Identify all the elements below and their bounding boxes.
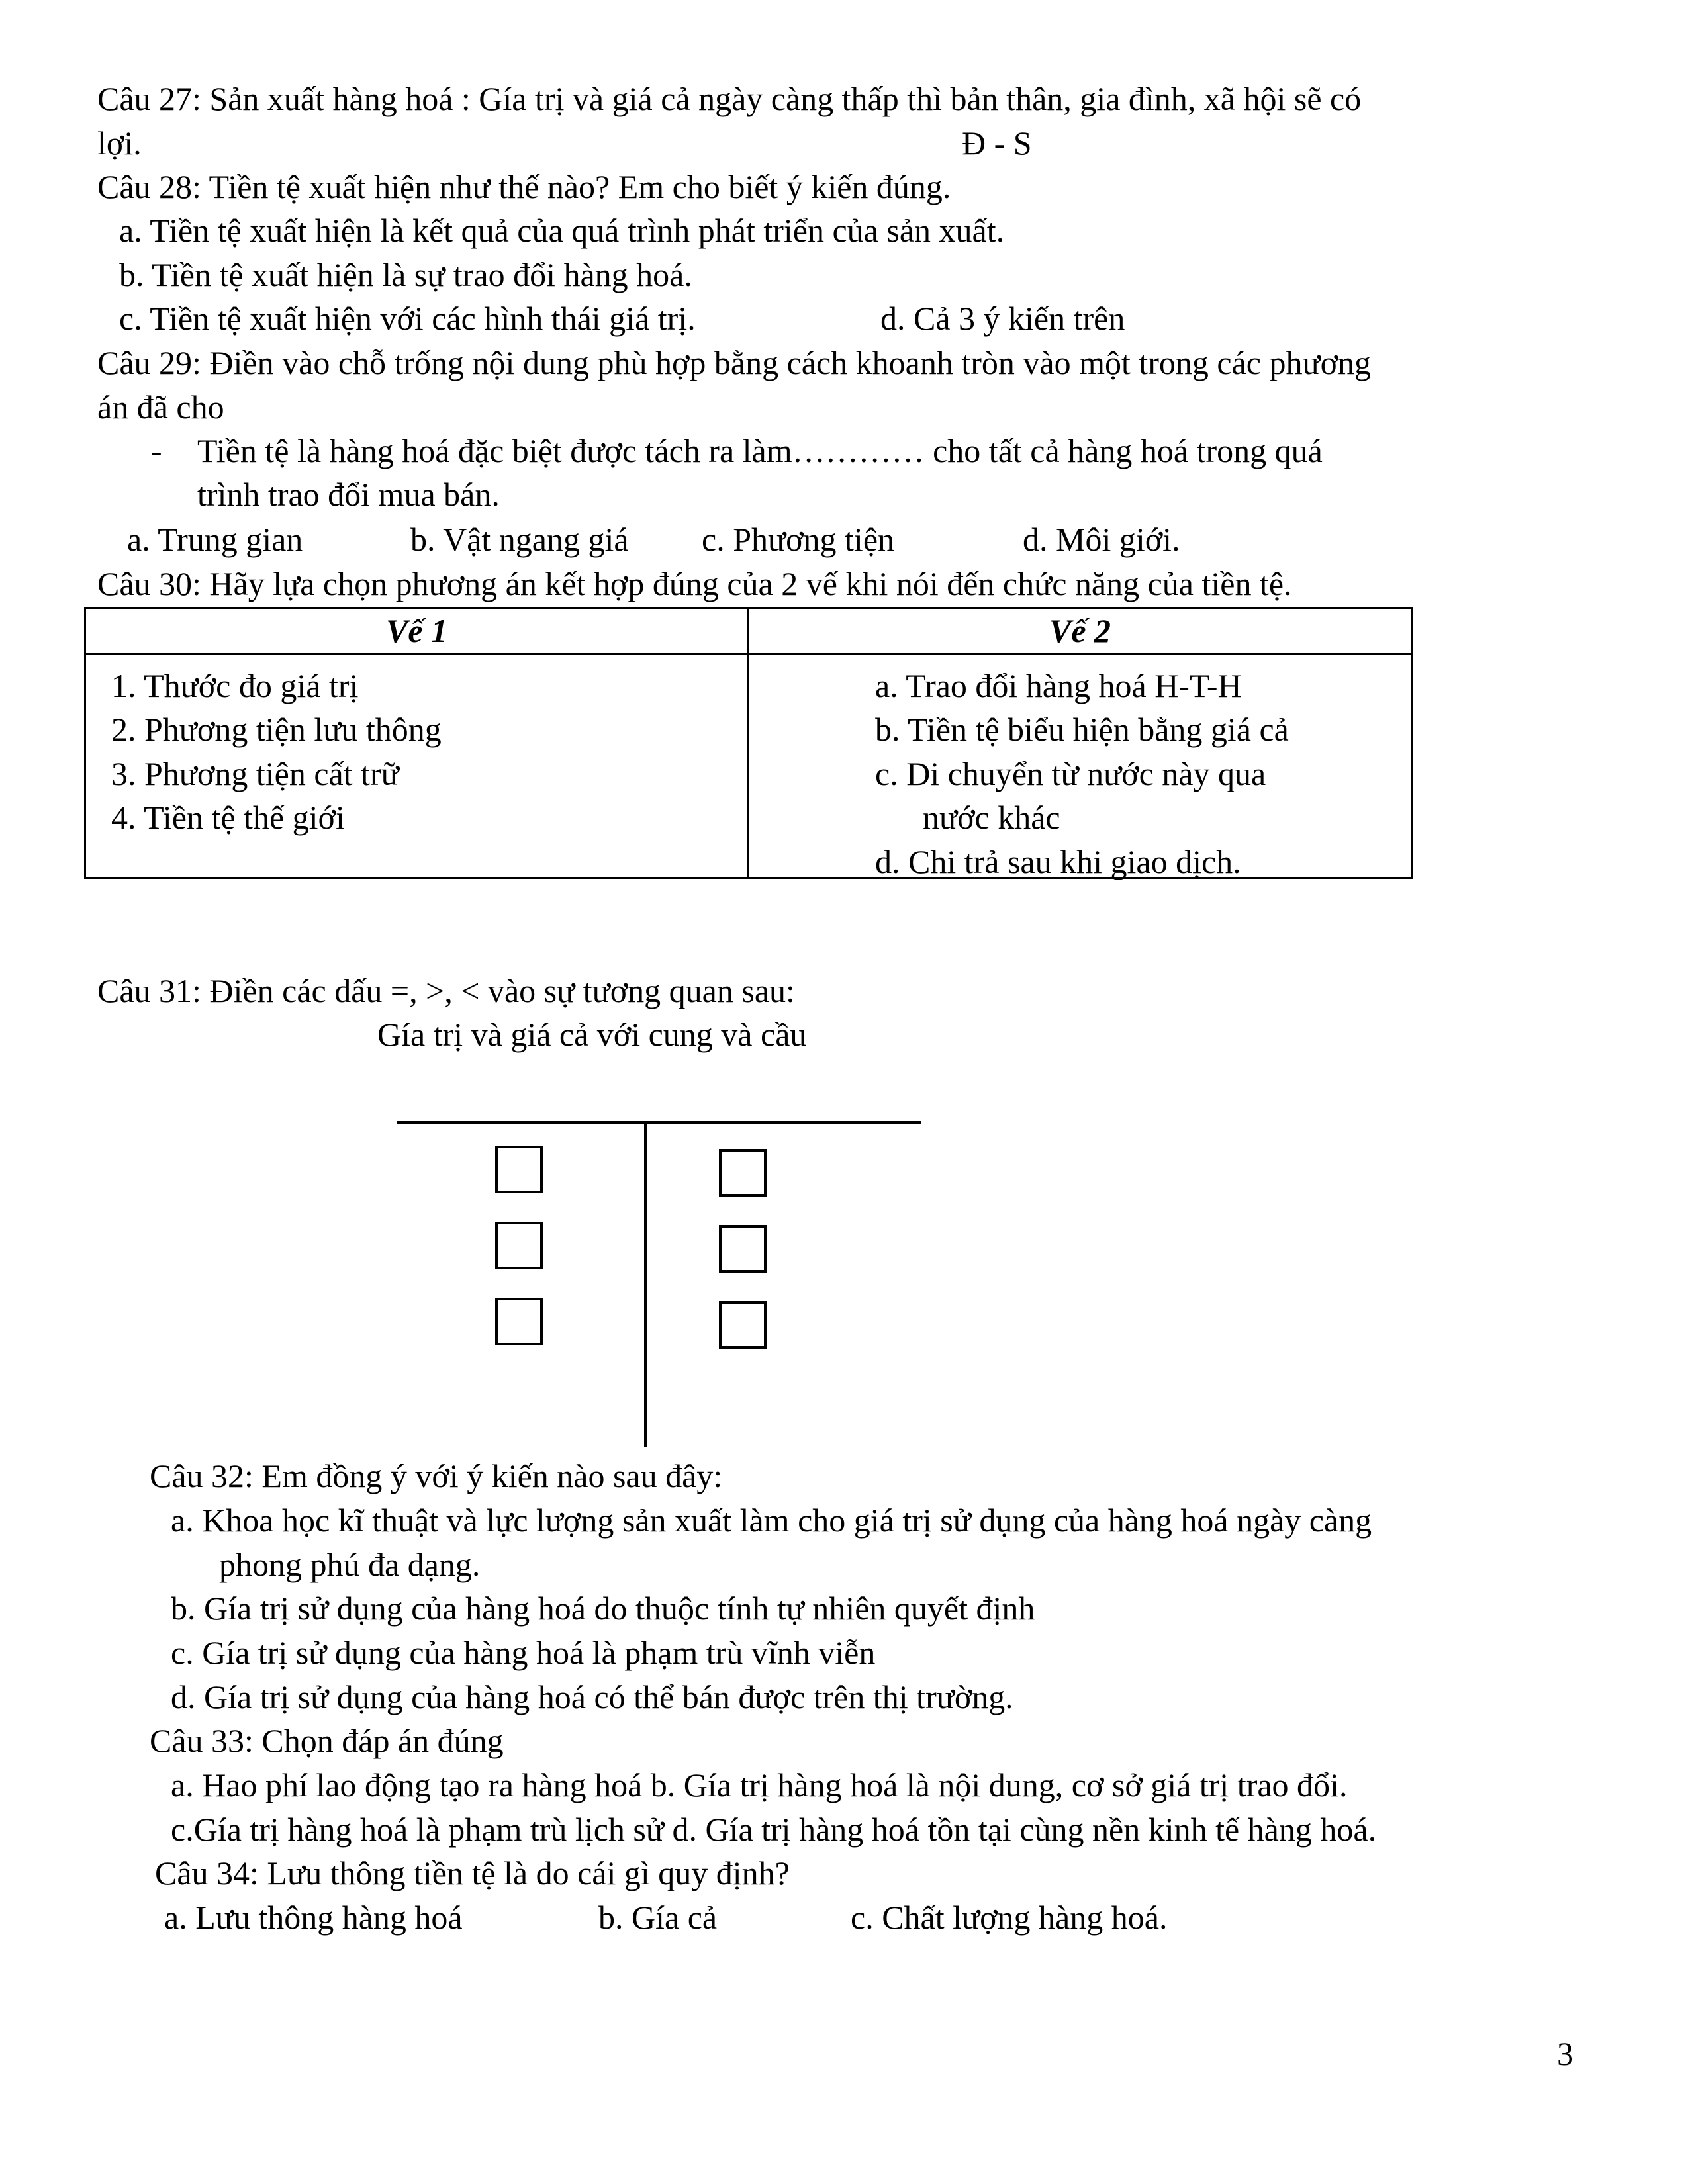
table-body-row bbox=[85, 654, 1412, 878]
q29-statement-line1: Tiền tệ là hàng hoá đặc biệt được tách ra làm………… cho tất cả hàng hoá trong quá bbox=[197, 432, 1323, 469]
table-header-row bbox=[85, 608, 1412, 654]
q28-option-d: d. Cả 3 ý kiến trên bbox=[880, 300, 1125, 337]
t-diagram-horizontal-line bbox=[397, 1121, 921, 1124]
table-cell-right bbox=[749, 654, 1412, 878]
q27-line2: lợi. bbox=[97, 124, 142, 161]
q34-option-b: b. Gía cả bbox=[598, 1899, 718, 1936]
q29-option-b: b. Vật ngang giá bbox=[410, 521, 629, 558]
q28-option-c: c. Tiền tệ xuất hiện với các hình thái giá trị. bbox=[119, 300, 696, 337]
q30-question: Câu 30: Hãy lựa chọn phương án kết hợp đúng của 2 vế khi nói đến chức năng của tiền tệ. bbox=[97, 565, 1292, 602]
right-item-d: d. Chi trả sau khi giao dịch. bbox=[875, 843, 1241, 880]
q32-option-c: c. Gía trị sử dụng của hàng hoá là phạm trù vĩnh viễn bbox=[171, 1634, 876, 1671]
left-item-1: 1. Thước đo giá trị bbox=[111, 667, 359, 704]
matching-table bbox=[84, 607, 1413, 879]
q29-option-c: c. Phương tiện bbox=[702, 521, 895, 558]
q27-answer-true-false: Đ - S bbox=[962, 124, 1032, 161]
q29-bullet: - bbox=[151, 432, 162, 469]
t-diagram-vertical-line bbox=[644, 1121, 647, 1447]
left-item-3: 3. Phương tiện cất trữ bbox=[111, 755, 399, 792]
table-cell-left bbox=[85, 654, 749, 878]
q33-options-line2: c.Gía trị hàng hoá là phạm trù lịch sử d. Gía trị hàng hoá tồn tại cùng nền kinh tế hàng hoá. bbox=[171, 1811, 1377, 1848]
q28-option-a: a. Tiền tệ xuất hiện là kết quả của quá trình phát triển của sản xuất. bbox=[119, 212, 1005, 249]
q32-question: Câu 32: Em đồng ý với ý kiến nào sau đây: bbox=[150, 1457, 723, 1494]
q29-statement-line2: trình trao đổi mua bán. bbox=[197, 476, 500, 513]
q31-subtitle: Gía trị và giá cả với cung và cầu bbox=[377, 1016, 807, 1053]
q29-option-d: d. Môi giới. bbox=[1023, 521, 1180, 558]
q28-option-b: b. Tiền tệ xuất hiện là sự trao đổi hàng hoá. bbox=[119, 256, 692, 293]
table-header-right: Vế 2 bbox=[749, 608, 1412, 654]
q29-line2: án đã cho bbox=[97, 388, 224, 426]
q32-option-a-line1: a. Khoa học kĩ thuật và lực lượng sản xuất làm cho giá trị sử dụng của hàng hoá ngày càng bbox=[171, 1502, 1372, 1539]
page-number: 3 bbox=[1557, 2035, 1573, 2072]
right-item-b: b. Tiền tệ biểu hiện bằng giá cả bbox=[875, 711, 1289, 748]
q32-option-b: b. Gía trị sử dụng của hàng hoá do thuộc tính tự nhiên quyết định bbox=[171, 1590, 1035, 1627]
right-item-a: a. Trao đổi hàng hoá H-T-H bbox=[875, 667, 1242, 704]
answer-box-right-2[interactable] bbox=[719, 1225, 767, 1273]
q33-options-line1: a. Hao phí lao động tạo ra hàng hoá b. Gía trị hàng hoá là nội dung, cơ sở giá trị trao đổi. bbox=[171, 1766, 1348, 1803]
left-item-4: 4. Tiền tệ thế giới bbox=[111, 799, 345, 836]
q33-question: Câu 33: Chọn đáp án đúng bbox=[150, 1722, 504, 1759]
q34-option-c: c. Chất lượng hàng hoá. bbox=[851, 1899, 1168, 1936]
answer-box-right-1[interactable] bbox=[719, 1149, 767, 1197]
answer-box-right-3[interactable] bbox=[719, 1301, 767, 1349]
answer-box-left-2[interactable] bbox=[495, 1222, 543, 1269]
answer-box-left-1[interactable] bbox=[495, 1146, 543, 1193]
q29-line1: Câu 29: Điền vào chỗ trống nội dung phù hợp bằng cách khoanh tròn vào một trong các phương bbox=[97, 344, 1372, 381]
right-item-c: c. Di chuyển từ nước này qua bbox=[875, 755, 1266, 792]
q32-option-a-line2: phong phú đa dạng. bbox=[219, 1546, 481, 1583]
q28-question: Câu 28: Tiền tệ xuất hiện như thế nào? Em cho biết ý kiến đúng. bbox=[97, 168, 951, 205]
answer-box-left-3[interactable] bbox=[495, 1298, 543, 1345]
q32-option-d: d. Gía trị sử dụng của hàng hoá có thể bán được trên thị trường. bbox=[171, 1678, 1013, 1715]
q34-question: Câu 34: Lưu thông tiền tệ là do cái gì quy định? bbox=[155, 1854, 790, 1891]
left-item-2: 2. Phương tiện lưu thông bbox=[111, 711, 442, 748]
q34-option-a: a. Lưu thông hàng hoá bbox=[164, 1899, 463, 1936]
right-item-c-continued: nước khác bbox=[923, 799, 1060, 836]
q27-line1: Câu 27: Sản xuất hàng hoá : Gía trị và giá cả ngày càng thấp thì bản thân, gia đình, xã hội sẽ có bbox=[97, 80, 1362, 117]
table-header-left: Vế 1 bbox=[85, 608, 749, 654]
q31-question: Câu 31: Điền các dấu =, >, < vào sự tương quan sau: bbox=[97, 972, 795, 1009]
q29-option-a: a. Trung gian bbox=[127, 521, 303, 558]
